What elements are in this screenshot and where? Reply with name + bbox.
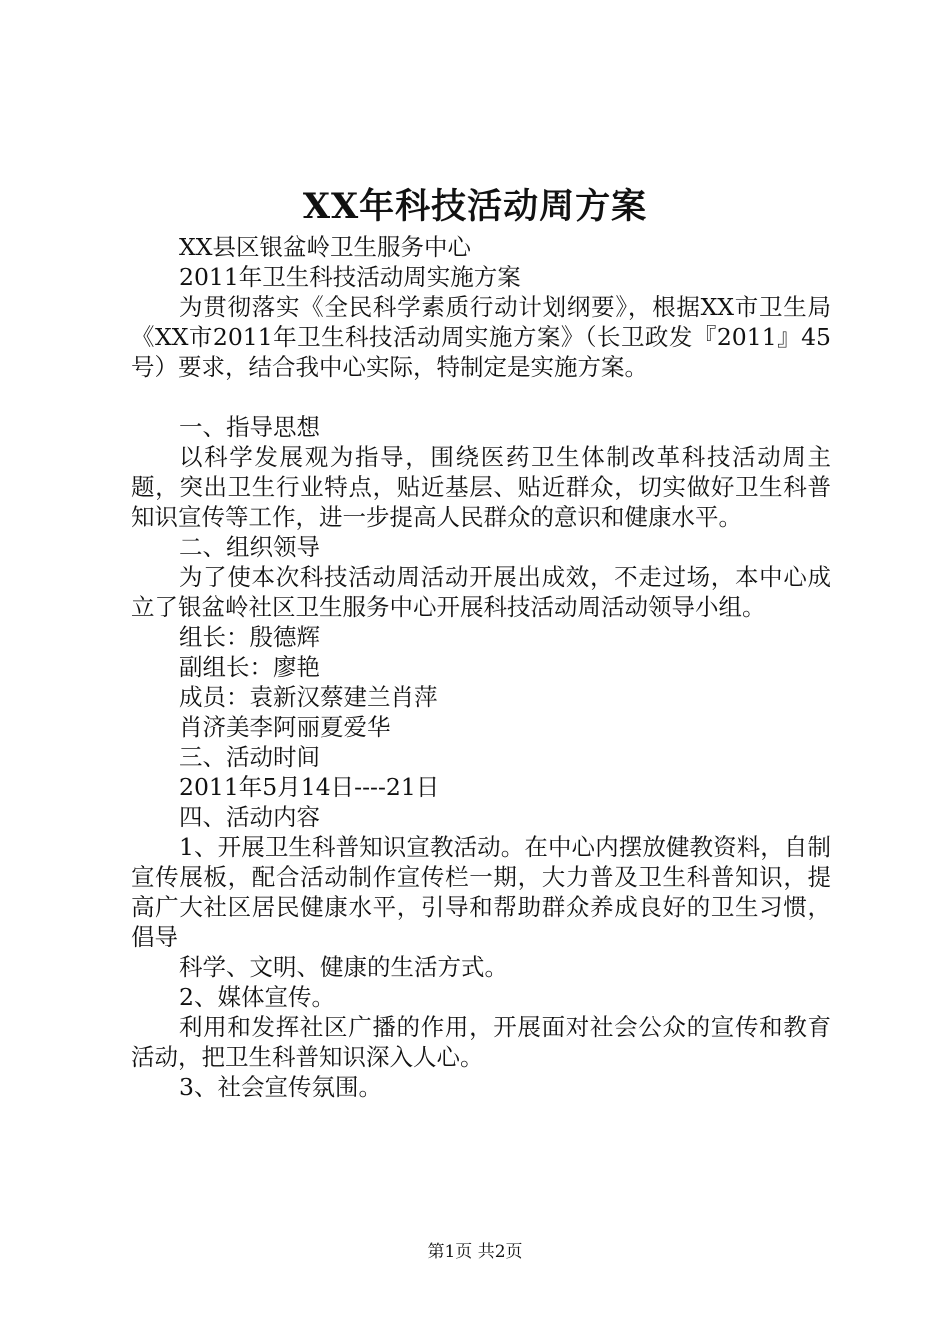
- document-title: XX年科技活动周方案: [302, 186, 648, 227]
- section2-paragraph: 为了使本次科技活动周活动开展出成效，不走过场，本中心成立了银盆岭社区卫生服务中心开展科技活动周活动领导小组。: [131, 563, 831, 621]
- leader-line: 组长：殷德辉: [179, 623, 320, 651]
- members-line-1: 成员：袁新汉蔡建兰肖萍: [179, 683, 438, 711]
- plan-line: 2011年卫生科技活动周实施方案: [179, 263, 521, 291]
- members-line-2: 肖济美李阿丽夏爱华: [179, 713, 391, 741]
- section1-heading: 一、指导思想: [179, 413, 320, 441]
- section4-heading: 四、活动内容: [179, 803, 320, 831]
- section3-date: 2011年5月14日----21日: [179, 773, 440, 801]
- deputy-leader-line: 副组长：廖艳: [179, 653, 320, 681]
- intro-paragraph: 为贯彻落实《全民科学素质行动计划纲要》，根据XX市卫生局《XX市2011年卫生科技活动周实施方案》（长卫政发『2011』45号）要求，结合我中心实际，特制定是实施方案。: [131, 293, 831, 381]
- section1-paragraph: 以科学发展观为指导，围绕医药卫生体制改革科技活动周主题，突出卫生行业特点，贴近基层、贴近群众，切实做好卫生科普知识宣传等工作，进一步提高人民群众的意识和健康水平。: [131, 443, 831, 531]
- item3-heading: 3、社会宣传氛围。: [179, 1073, 382, 1101]
- item2-heading: 2、媒体宣传。: [179, 983, 335, 1011]
- item2-paragraph: 利用和发挥社区广播的作用，开展面对社会公众的宣传和教育活动，把卫生科普知识深入人心。: [131, 1013, 831, 1071]
- paragraph-gap: [131, 382, 831, 412]
- org-line: XX县区银盆岭卫生服务中心: [179, 233, 471, 261]
- section2-heading: 二、组织领导: [179, 533, 320, 561]
- item1-continuation: 科学、文明、健康的生活方式。: [179, 953, 508, 981]
- document-body: [131, 232, 831, 1102]
- section3-heading: 三、活动时间: [179, 743, 320, 771]
- page-footer: 第1页 共2页: [427, 1242, 523, 1262]
- item1-paragraph: 1、开展卫生科普知识宣教活动。在中心内摆放健教资料，自制宣传展板，配合活动制作宣传栏一期，大力普及卫生科普知识，提高广大社区居民健康水平，引导和帮助群众养成良好的卫生习惯，倡导: [131, 833, 831, 951]
